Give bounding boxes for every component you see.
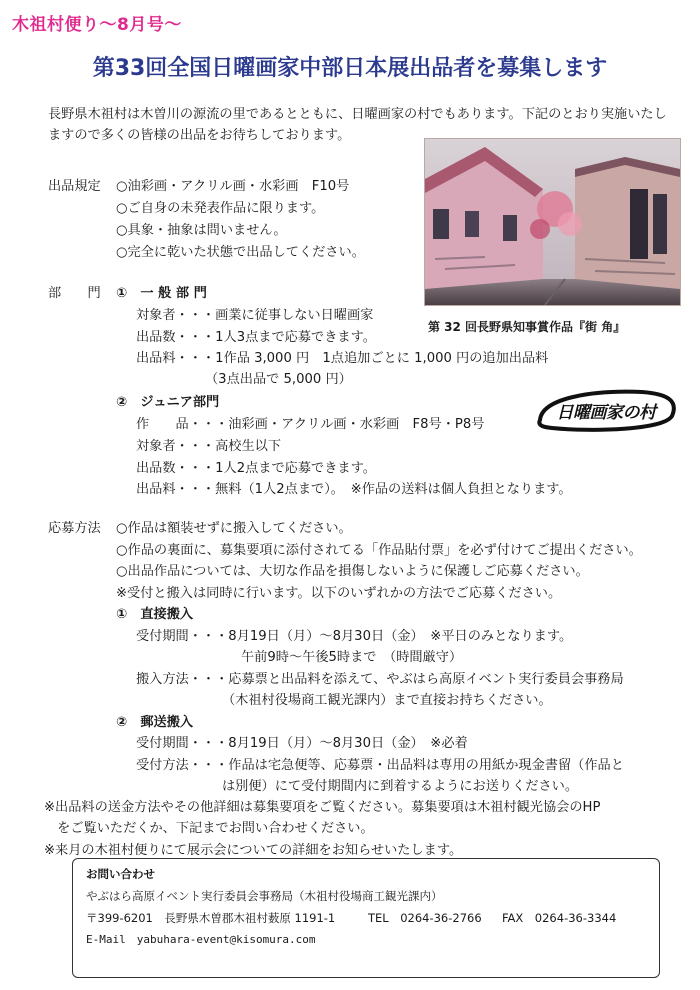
direct-period: 受付期間・・・8月19日（月）～8月30日（金） ※平日のみとなります。	[136, 629, 573, 644]
general-fee-note: （3点出品で 5,000 円）	[205, 372, 352, 387]
mail-period: 受付期間・・・8月19日（月）～8月30日（金） ※必着	[136, 736, 468, 751]
application-item: ○作品は額装せずに搬入してください。	[116, 521, 352, 536]
junior-work: 作 品・・・油彩画・アクリル画・水彩画 F8号・P8号	[136, 417, 485, 432]
painting-image	[425, 139, 680, 305]
village-logo-text: 日曜画家の村	[556, 403, 656, 423]
junior-count: 出品数・・・1人2点まで応募できます。	[136, 461, 376, 476]
note-line: ※来月の木祖村便りにて展示会についての詳細をお知らせいたします。	[44, 843, 463, 858]
painting-caption: 第 32 回長野県知事賞作品『街 角』	[428, 320, 626, 334]
page-title: 第33回全国日曜画家中部日本展出品者を募集します	[92, 56, 608, 81]
direct-method-note: （木祖村役場商工観光課内）まで直接お持ちください。	[222, 693, 552, 708]
contact-fax: FAX 0264-36-3344	[502, 911, 617, 925]
junior-division-heading: ② ジュニア部門	[116, 395, 220, 410]
intro-paragraph: 長野県木祖村は木曽川の源流の里であるとともに、日曜画家の村でもあります。下記のとおり実施いたしますので多くの皆様の出品をお待ちしております。	[48, 107, 667, 143]
mail-method-note: は別便）にて受付期間内に到着するようにお送りください。	[222, 779, 579, 794]
general-count: 出品数・・・1人3点まで応募できます。	[136, 330, 376, 345]
general-fee: 出品料・・・1作品 3,000 円 1点追加ごとに 1,000 円の追加出品料	[136, 351, 549, 366]
direct-hours: 午前9時～午後5時まで （時間厳守）	[241, 650, 463, 665]
application-item: ○作品の裏面に、募集要項に添付されてる「作品貼付票」を必ず付けてご提出ください。	[116, 543, 642, 558]
application-item: ○出品作品については、大切な作品を損傷しないように保護しご応募ください。	[116, 564, 589, 579]
note-line: ※出品料の送金方法やその他詳細は募集要項をご覧ください。募集要項は木祖村観光協会のHP	[44, 800, 601, 815]
mail-method: 受付方法・・・作品は宅急便等、応募票・出品料は専用の用紙か現金書留（作品と	[136, 758, 624, 773]
rules-item: ○完全に乾いた状態で出品してください。	[116, 245, 365, 260]
junior-fee: 出品料・・・無料（1人2点まで）。 ※作品の送料は個人負担となります。	[136, 482, 572, 497]
general-division-heading: ① 一 般 部 門	[116, 286, 207, 301]
rules-item: ○油彩画・アクリル画・水彩画 F10号	[116, 179, 350, 194]
rules-label: 出品規定	[48, 179, 101, 194]
junior-target: 対象者・・・高校生以下	[136, 439, 282, 454]
contact-heading: お問い合わせ	[86, 867, 155, 881]
rules-item: ○具象・抽象は問いません。	[116, 223, 287, 238]
divisions-label: 部 門	[48, 286, 101, 301]
mail-delivery-heading: ② 郵送搬入	[116, 715, 194, 730]
application-label: 応募方法	[48, 521, 101, 536]
rules-item: ○ご自身の未発表作品に限ります。	[116, 201, 325, 216]
contact-organization: やぶはら高原イベント実行委員会事務局（木祖村役場商工観光課内）	[86, 889, 443, 903]
note-line: をご覧いただくか、下記までお問い合わせください。	[44, 821, 374, 836]
street-corner-painting	[424, 138, 681, 306]
general-target: 対象者・・・画業に従事しない日曜画家	[136, 308, 374, 323]
contact-address: 〒399-6201 長野県木曽郡木祖村薮原 1191-1	[86, 911, 336, 925]
application-item: ※受付と搬入は同時に行います。以下のいずれかの方法でご応募ください。	[116, 586, 562, 601]
contact-email-link[interactable]: E-Mail yabuhara-event@kisomura.com	[86, 933, 316, 946]
direct-method: 搬入方法・・・応募票と出品料を添えて、やぶはら高原イベント実行委員会事務局	[136, 672, 624, 687]
contact-tel: TEL 0264-36-2766	[368, 911, 482, 925]
direct-delivery-heading: ① 直接搬入	[116, 607, 194, 622]
newsletter-masthead: 木祖村便り～8月号～	[12, 15, 182, 35]
